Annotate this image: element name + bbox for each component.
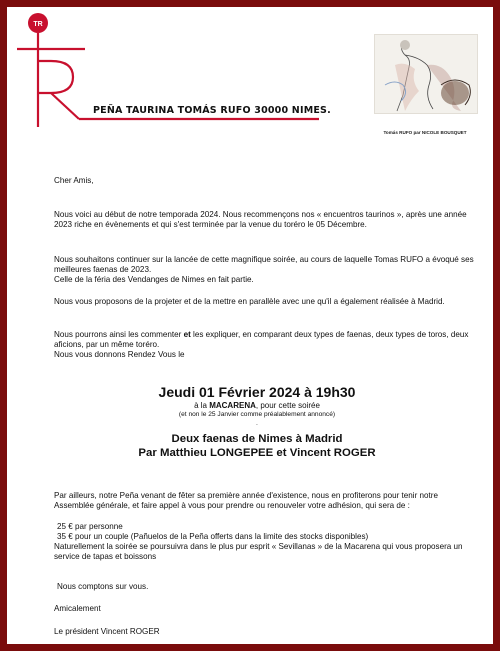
event-date-time: Jeudi 01 Février 2024 à 19h30 xyxy=(158,384,356,400)
comment-end: les expliquer, en comparant deux types de faenas, deux types de toros, deux aficions, par un même toréro. xyxy=(54,330,469,350)
event-dot: . xyxy=(256,421,258,427)
venue-prefix: à la xyxy=(194,401,210,410)
logo-initials: TR xyxy=(33,21,43,28)
fee-person: 25 € par personne xyxy=(57,522,123,531)
paragraph-feria: Celle de la féria des Vendanges de Nimes en fait partie. xyxy=(54,275,254,284)
torero-sketch-icon xyxy=(375,35,477,113)
talk-speakers: Par Matthieu LONGEPEE et Vincent ROGER xyxy=(138,447,376,459)
comment-bold: et xyxy=(183,330,191,339)
org-name: PEÑA TAURINA TOMÁS RUFO 30000 NIMES. xyxy=(93,105,331,116)
paragraph-project: Nous vous proposons de la projeter et de la mettre en parallèle avec une qu'il a également réalisée à Madrid. xyxy=(54,297,445,306)
regards: Amicalement xyxy=(54,604,101,613)
paragraph-sevillanas: Naturellement la soirée se poursuivra dans le plus pur esprit « Sevillanas » de la Macarena qui vous proposera un service de tapas et boissons xyxy=(54,542,463,562)
paragraph-continue: Nous souhaitons continuer sur la lancée de cette magnifique soirée, au cours de laquelle Tomas RUFO a évoqué ses meilleures faenas de 2023. xyxy=(54,255,474,275)
greeting: Cher Amis, xyxy=(54,176,94,185)
paragraph-rendezvous: Nous vous donnons Rendez Vous le xyxy=(54,350,185,359)
photo-caption: Tomás RUFO par NICOLE BOUSQUET xyxy=(383,130,467,135)
paragraph-comment xyxy=(54,330,474,350)
event-note: (et non le 25 Janvier comme préalablement annoncé) xyxy=(178,411,336,418)
letter-page xyxy=(7,7,493,644)
signature: Le président Vincent ROGER xyxy=(54,627,160,636)
comment-start: Nous pourrons ainsi les commenter xyxy=(54,330,184,339)
paragraph-assembly: Par ailleurs, notre Peña venant de fêter sa première année d'existence, nous en profiterons pour tenir notre Assemblée générale, et faire appel à vous pour prendre ou renouveler votre adhésion, qui sera de : xyxy=(54,491,438,511)
fee-couple: 35 € pour un couple (Pañuelos de la Peña offerts dans la limite des stocks disponibles) xyxy=(57,532,369,541)
paragraph-intro: Nous voici au début de notre temporada 2024. Nous recommençons nos « encuentros taurinos », après une année 2023 riche en évènements et qui s'est terminée par la venue du toréro le 05 Décembre. xyxy=(54,210,467,230)
venue-suffix: , pour cette soirée xyxy=(255,401,320,410)
count-on-you: Nous comptons sur vous. xyxy=(57,582,149,591)
venue-name: MACARENA xyxy=(209,401,256,410)
talk-title: Deux faenas de Nimes à Madrid xyxy=(171,433,343,445)
event-venue xyxy=(47,401,467,410)
torero-sketch-image xyxy=(374,34,478,114)
